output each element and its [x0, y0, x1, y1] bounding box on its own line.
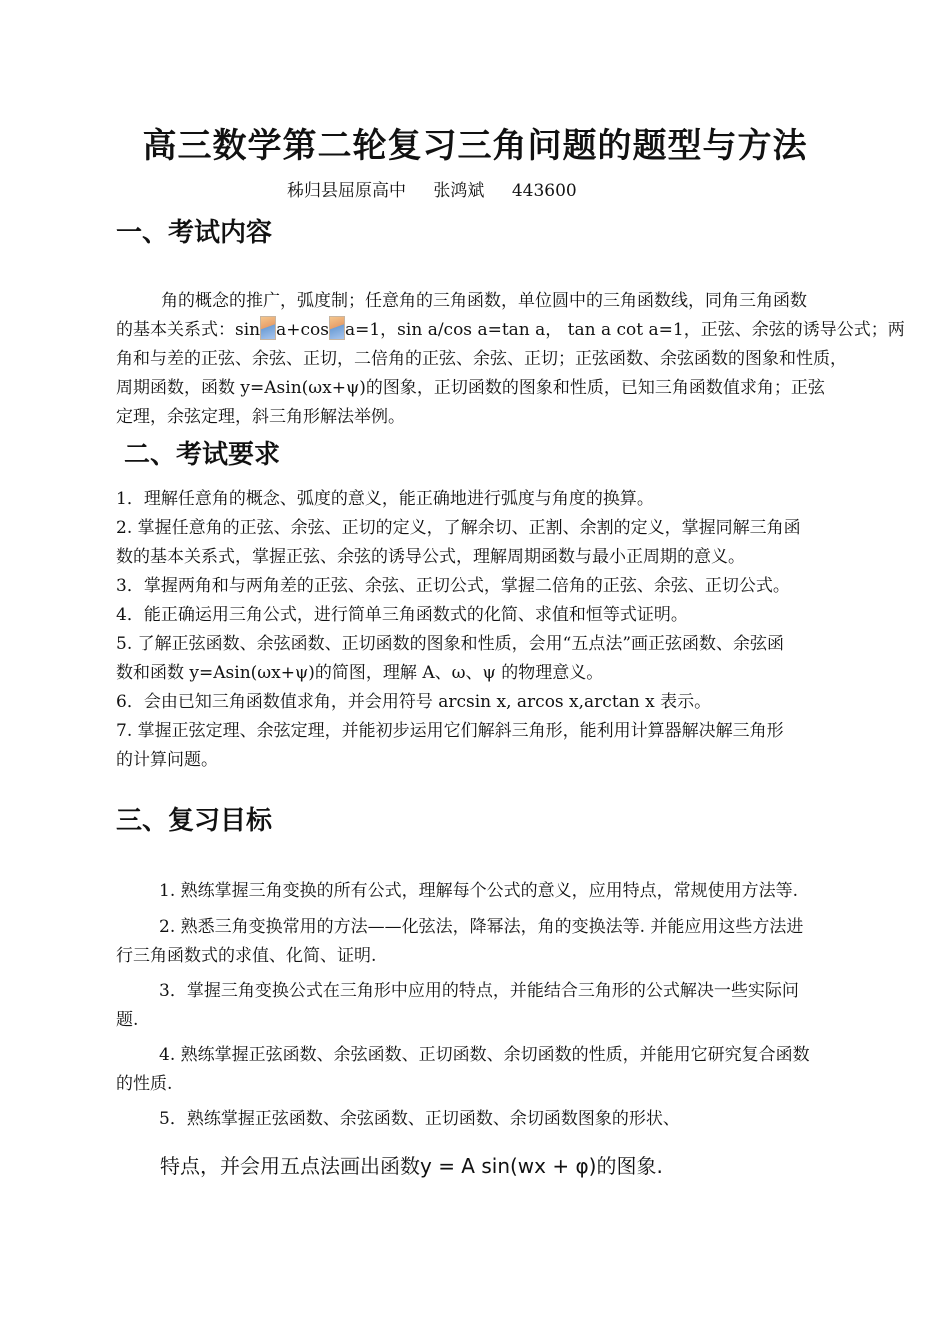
page-title: 高三数学第二轮复习三角问题的题型与方法: [142, 126, 808, 166]
list-item-continuation: 的计算问题。: [116, 750, 218, 770]
list-item: 3．掌握两角和与两角差的正弦、余弦、正切公式，掌握二倍角的正弦、余弦、正切公式。: [116, 576, 790, 596]
list-item: 2. 熟悉三角变换常用的方法——化弦法，降幂法，角的变换法等. 并能应用这些方法进: [159, 917, 804, 937]
text-run: a=1，sin a/cos a=tan a， tan a cot a=1，正弦、余弦的诱导公式；两: [344, 320, 905, 340]
formula-image-line: 特点，并会用五点法画出函数y = A sin(wx + φ)的图象.: [160, 1154, 663, 1178]
list-item-continuation: 行三角函数式的求值、化简、证明.: [116, 946, 377, 966]
author-postcode: 443600: [511, 181, 577, 201]
text-run: 的基本关系式：sin: [116, 320, 261, 340]
paragraph-line: 角和与差的正弦、余弦、正切，二倍角的正弦、余弦、正切；正弦函数、余弦函数的图象和性质，: [116, 349, 847, 369]
broken-image-icon: [329, 316, 345, 340]
list-item: 3．掌握三角变换公式在三角形中应用的特点，并能结合三角形的公式解决一些实际问: [159, 981, 799, 1001]
section-heading-review-goals: 三、复习目标: [116, 806, 273, 836]
list-item: 1. 熟练掌握三角变换的所有公式，理解每个公式的意义，应用特点，常规使用方法等.: [159, 881, 799, 901]
list-item-continuation: 题.: [116, 1010, 139, 1030]
list-item: 5．熟练掌握正弦函数、余弦函数、正切函数、余切函数图象的形状、: [159, 1109, 680, 1129]
list-item: 5. 了解正弦函数、余弦函数、正切函数的图象和性质，会用“五点法”画正弦函数、余弦函: [116, 634, 785, 654]
list-item: 4．能正确运用三角公式，进行简单三角函数式的化简、求值和恒等式证明。: [116, 605, 688, 625]
list-item-continuation: 数的基本关系式，掌握正弦、余弦的诱导公式，理解周期函数与最小正周期的意义。: [116, 547, 745, 567]
list-item: 6．会由已知三角函数值求角，并会用符号 arcsin x, arcos x,arctan x 表示。: [116, 692, 712, 712]
paragraph-line: [116, 315, 905, 340]
author-line: [287, 176, 599, 201]
list-item: 4. 熟练掌握正弦函数、余弦函数、正切函数、余切函数的性质，并能用它研究复合函数: [159, 1045, 810, 1065]
list-item-continuation: 的性质.: [116, 1074, 173, 1094]
section-heading-exam-content: 一、考试内容: [116, 218, 273, 248]
text-run: a+cos: [276, 320, 329, 340]
author-school: 秭归县屈原高中: [287, 181, 406, 201]
list-item-continuation: 数和函数 y=Asin(ωx+ψ)的简图，理解 A、ω、ψ 的物理意义。: [116, 663, 604, 683]
paragraph-line: 定理，余弦定理，斜三角形解法举例。: [116, 407, 405, 427]
broken-image-icon: [260, 316, 276, 340]
section-heading-exam-requirements: 二、考试要求: [124, 440, 281, 470]
list-item: 1．理解任意角的概念、弧度的意义，能正确地进行弧度与角度的换算。: [116, 489, 654, 509]
list-item: 2. 掌握任意角的正弦、余弦、正切的定义，了解余切、正割、余割的定义，掌握同解三角函: [116, 518, 801, 538]
paragraph-line: 角的概念的推广，弧度制；任意角的三角函数，单位圆中的三角函数线，同角三角函数: [161, 291, 807, 311]
author-name: 张鸿斌: [433, 181, 485, 201]
list-item: 7. 掌握正弦定理、余弦定理，并能初步运用它们解斜三角形，能利用计算器解决解三角形: [116, 721, 784, 741]
paragraph-line: 周期函数，函数 y=Asin(ωx+ψ)的图象，正切函数的图象和性质，已知三角函数值求角；正弦: [116, 378, 825, 398]
